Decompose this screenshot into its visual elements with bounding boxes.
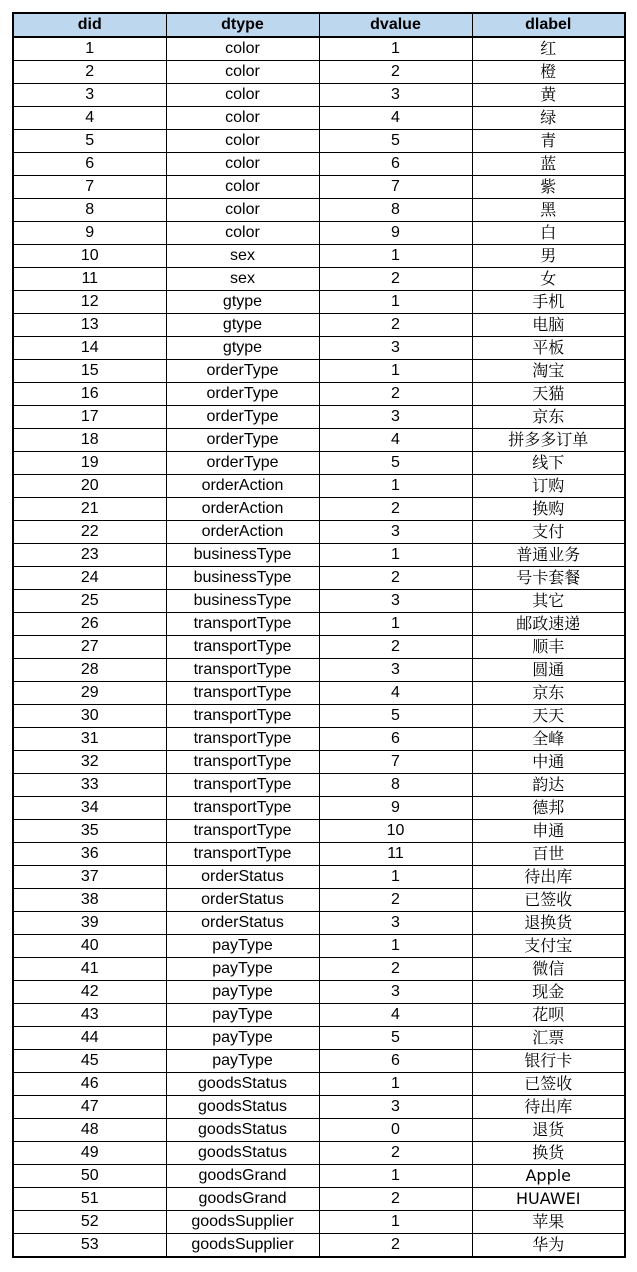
cell-did: 13 — [13, 314, 166, 337]
cell-dvalue: 8 — [319, 774, 472, 797]
cell-dtype: payType — [166, 1050, 319, 1073]
cell-dlabel: 男 — [472, 245, 625, 268]
table-row — [13, 1073, 625, 1096]
cell-did: 8 — [13, 199, 166, 222]
cell-dtype: orderType — [166, 360, 319, 383]
cell-did: 46 — [13, 1073, 166, 1096]
cell-dvalue: 4 — [319, 682, 472, 705]
cell-did: 9 — [13, 222, 166, 245]
table-row — [13, 567, 625, 590]
cell-dvalue: 3 — [319, 590, 472, 613]
table-row — [13, 889, 625, 912]
cell-dvalue: 2 — [319, 958, 472, 981]
table-row — [13, 958, 625, 981]
cell-dvalue: 6 — [319, 1050, 472, 1073]
cell-dtype: transportType — [166, 843, 319, 866]
table-row — [13, 84, 625, 107]
cell-did: 30 — [13, 705, 166, 728]
table-row — [13, 130, 625, 153]
cell-dtype: orderAction — [166, 521, 319, 544]
cell-dtype: color — [166, 61, 319, 84]
cell-did: 14 — [13, 337, 166, 360]
table-row — [13, 728, 625, 751]
table-row — [13, 1234, 625, 1258]
cell-dvalue: 3 — [319, 84, 472, 107]
cell-did: 17 — [13, 406, 166, 429]
cell-dvalue: 1 — [319, 613, 472, 636]
dictionary-table — [12, 12, 626, 1258]
cell-dlabel: HUAWEI — [472, 1188, 625, 1211]
column-header-dvalue: dvalue — [319, 13, 472, 37]
cell-dvalue: 4 — [319, 107, 472, 130]
cell-dvalue: 9 — [319, 222, 472, 245]
cell-dtype: orderType — [166, 452, 319, 475]
cell-dtype: orderAction — [166, 498, 319, 521]
cell-dtype: goodsSupplier — [166, 1211, 319, 1234]
cell-dlabel: 中通 — [472, 751, 625, 774]
cell-dtype: transportType — [166, 820, 319, 843]
cell-did: 15 — [13, 360, 166, 383]
cell-did: 37 — [13, 866, 166, 889]
cell-dlabel: 普通业务 — [472, 544, 625, 567]
cell-dlabel: 支付 — [472, 521, 625, 544]
cell-dtype: orderType — [166, 429, 319, 452]
table-row — [13, 820, 625, 843]
cell-dtype: transportType — [166, 774, 319, 797]
cell-dtype: orderType — [166, 406, 319, 429]
cell-did: 31 — [13, 728, 166, 751]
cell-dtype: transportType — [166, 797, 319, 820]
cell-dtype: gtype — [166, 337, 319, 360]
cell-dlabel: 微信 — [472, 958, 625, 981]
cell-dlabel: 蓝 — [472, 153, 625, 176]
cell-did: 50 — [13, 1165, 166, 1188]
cell-dvalue: 2 — [319, 1188, 472, 1211]
table-row — [13, 429, 625, 452]
cell-dvalue: 2 — [319, 383, 472, 406]
table-row — [13, 1119, 625, 1142]
table-row — [13, 1027, 625, 1050]
cell-dvalue: 1 — [319, 866, 472, 889]
cell-dtype: payType — [166, 958, 319, 981]
cell-did: 26 — [13, 613, 166, 636]
cell-did: 41 — [13, 958, 166, 981]
cell-dvalue: 3 — [319, 981, 472, 1004]
table-row — [13, 245, 625, 268]
cell-did: 53 — [13, 1234, 166, 1258]
cell-dtype: color — [166, 199, 319, 222]
table-row — [13, 774, 625, 797]
cell-did: 47 — [13, 1096, 166, 1119]
cell-dvalue: 4 — [319, 1004, 472, 1027]
cell-did: 10 — [13, 245, 166, 268]
cell-did: 42 — [13, 981, 166, 1004]
cell-did: 32 — [13, 751, 166, 774]
cell-dlabel: 已签收 — [472, 889, 625, 912]
cell-dtype: payType — [166, 1027, 319, 1050]
cell-dvalue: 11 — [319, 843, 472, 866]
cell-dtype: color — [166, 222, 319, 245]
cell-dvalue: 3 — [319, 406, 472, 429]
cell-did: 3 — [13, 84, 166, 107]
cell-dvalue: 10 — [319, 820, 472, 843]
table-row — [13, 498, 625, 521]
cell-dtype: transportType — [166, 705, 319, 728]
cell-did: 33 — [13, 774, 166, 797]
table-row — [13, 222, 625, 245]
table-row — [13, 659, 625, 682]
cell-dtype: goodsStatus — [166, 1119, 319, 1142]
cell-dlabel: 银行卡 — [472, 1050, 625, 1073]
cell-dlabel: 百世 — [472, 843, 625, 866]
table-row — [13, 866, 625, 889]
cell-dlabel: 韵达 — [472, 774, 625, 797]
cell-dlabel: 手机 — [472, 291, 625, 314]
cell-dvalue: 1 — [319, 475, 472, 498]
cell-dtype: gtype — [166, 314, 319, 337]
cell-did: 22 — [13, 521, 166, 544]
cell-dtype: goodsStatus — [166, 1073, 319, 1096]
cell-dtype: goodsGrand — [166, 1188, 319, 1211]
cell-did: 51 — [13, 1188, 166, 1211]
cell-dtype: goodsStatus — [166, 1096, 319, 1119]
cell-dvalue: 1 — [319, 1165, 472, 1188]
cell-dtype: orderType — [166, 383, 319, 406]
table-body — [13, 37, 625, 1257]
cell-dvalue: 2 — [319, 61, 472, 84]
cell-did: 23 — [13, 544, 166, 567]
table-header — [13, 13, 625, 37]
cell-dtype: businessType — [166, 590, 319, 613]
cell-dtype: goodsStatus — [166, 1142, 319, 1165]
table-row — [13, 475, 625, 498]
cell-dlabel: 华为 — [472, 1234, 625, 1258]
cell-dlabel: 天猫 — [472, 383, 625, 406]
cell-dvalue: 3 — [319, 1096, 472, 1119]
cell-dvalue: 7 — [319, 751, 472, 774]
cell-dlabel: 换购 — [472, 498, 625, 521]
cell-dlabel: 德邦 — [472, 797, 625, 820]
cell-dlabel: 其它 — [472, 590, 625, 613]
table-row — [13, 705, 625, 728]
table-row — [13, 383, 625, 406]
cell-dvalue: 4 — [319, 429, 472, 452]
cell-dlabel: 支付宝 — [472, 935, 625, 958]
header-row — [13, 13, 625, 37]
table-row — [13, 544, 625, 567]
cell-dlabel: 淘宝 — [472, 360, 625, 383]
cell-dtype: color — [166, 84, 319, 107]
cell-dlabel: 红 — [472, 37, 625, 61]
cell-did: 48 — [13, 1119, 166, 1142]
cell-dvalue: 9 — [319, 797, 472, 820]
cell-dlabel: 线下 — [472, 452, 625, 475]
cell-dvalue: 2 — [319, 1142, 472, 1165]
table-row — [13, 153, 625, 176]
table-row — [13, 1050, 625, 1073]
table-row — [13, 1165, 625, 1188]
cell-dlabel: 顺丰 — [472, 636, 625, 659]
cell-dtype: payType — [166, 935, 319, 958]
cell-did: 11 — [13, 268, 166, 291]
column-header-dlabel: dlabel — [472, 13, 625, 37]
cell-dvalue: 2 — [319, 567, 472, 590]
table-row — [13, 797, 625, 820]
cell-did: 24 — [13, 567, 166, 590]
cell-dvalue: 1 — [319, 37, 472, 61]
table-row — [13, 406, 625, 429]
table-row — [13, 981, 625, 1004]
cell-dtype: color — [166, 153, 319, 176]
cell-dvalue: 5 — [319, 1027, 472, 1050]
table-row — [13, 935, 625, 958]
cell-dtype: color — [166, 107, 319, 130]
cell-dlabel: 现金 — [472, 981, 625, 1004]
cell-did: 19 — [13, 452, 166, 475]
cell-dlabel: 京东 — [472, 682, 625, 705]
cell-dvalue: 2 — [319, 268, 472, 291]
cell-did: 6 — [13, 153, 166, 176]
cell-dtype: color — [166, 176, 319, 199]
cell-did: 52 — [13, 1211, 166, 1234]
cell-dtype: color — [166, 37, 319, 61]
cell-dlabel: 退换货 — [472, 912, 625, 935]
table-row — [13, 107, 625, 130]
cell-did: 35 — [13, 820, 166, 843]
cell-dlabel: 拼多多订单 — [472, 429, 625, 452]
cell-did: 29 — [13, 682, 166, 705]
cell-dlabel: 京东 — [472, 406, 625, 429]
cell-dvalue: 1 — [319, 291, 472, 314]
cell-dvalue: 2 — [319, 314, 472, 337]
table-row — [13, 751, 625, 774]
cell-dtype: transportType — [166, 682, 319, 705]
cell-dlabel: 退货 — [472, 1119, 625, 1142]
table-row — [13, 1188, 625, 1211]
cell-did: 16 — [13, 383, 166, 406]
cell-did: 18 — [13, 429, 166, 452]
cell-dlabel: 黄 — [472, 84, 625, 107]
cell-dlabel: 黑 — [472, 199, 625, 222]
cell-dvalue: 2 — [319, 636, 472, 659]
cell-dtype: orderAction — [166, 475, 319, 498]
table-row — [13, 912, 625, 935]
cell-did: 12 — [13, 291, 166, 314]
cell-dvalue: 1 — [319, 1073, 472, 1096]
cell-did: 36 — [13, 843, 166, 866]
cell-dtype: payType — [166, 981, 319, 1004]
cell-did: 20 — [13, 475, 166, 498]
cell-did: 40 — [13, 935, 166, 958]
cell-dlabel: 换货 — [472, 1142, 625, 1165]
cell-dvalue: 3 — [319, 659, 472, 682]
table-row — [13, 268, 625, 291]
table-row — [13, 452, 625, 475]
column-header-dtype: dtype — [166, 13, 319, 37]
cell-dvalue: 3 — [319, 521, 472, 544]
table-row — [13, 337, 625, 360]
cell-dlabel: Apple — [472, 1165, 625, 1188]
cell-dlabel: 平板 — [472, 337, 625, 360]
cell-did: 43 — [13, 1004, 166, 1027]
cell-dtype: orderStatus — [166, 912, 319, 935]
cell-dtype: goodsSupplier — [166, 1234, 319, 1258]
cell-dlabel: 女 — [472, 268, 625, 291]
cell-dtype: payType — [166, 1004, 319, 1027]
cell-dlabel: 电脑 — [472, 314, 625, 337]
cell-dvalue: 3 — [319, 912, 472, 935]
cell-dvalue: 5 — [319, 452, 472, 475]
cell-dtype: transportType — [166, 751, 319, 774]
table-row — [13, 613, 625, 636]
table-row — [13, 843, 625, 866]
table-row — [13, 1142, 625, 1165]
cell-dvalue: 6 — [319, 153, 472, 176]
table-row — [13, 1096, 625, 1119]
cell-did: 45 — [13, 1050, 166, 1073]
table-row — [13, 37, 625, 61]
cell-dtype: color — [166, 130, 319, 153]
cell-dlabel: 青 — [472, 130, 625, 153]
cell-dtype: transportType — [166, 728, 319, 751]
cell-dtype: sex — [166, 268, 319, 291]
cell-dlabel: 花呗 — [472, 1004, 625, 1027]
cell-dvalue: 1 — [319, 1211, 472, 1234]
table-row — [13, 61, 625, 84]
cell-dvalue: 0 — [319, 1119, 472, 1142]
cell-dtype: businessType — [166, 567, 319, 590]
table-row — [13, 199, 625, 222]
dictionary-table-container — [12, 12, 624, 1258]
cell-dvalue: 8 — [319, 199, 472, 222]
cell-did: 25 — [13, 590, 166, 613]
table-row — [13, 590, 625, 613]
cell-dlabel: 待出库 — [472, 1096, 625, 1119]
cell-dtype: transportType — [166, 659, 319, 682]
cell-dlabel: 汇票 — [472, 1027, 625, 1050]
cell-dlabel: 天天 — [472, 705, 625, 728]
cell-dlabel: 申通 — [472, 820, 625, 843]
cell-dlabel: 苹果 — [472, 1211, 625, 1234]
cell-dtype: sex — [166, 245, 319, 268]
cell-dvalue: 3 — [319, 337, 472, 360]
cell-did: 7 — [13, 176, 166, 199]
cell-dvalue: 7 — [319, 176, 472, 199]
cell-dvalue: 2 — [319, 1234, 472, 1258]
cell-did: 39 — [13, 912, 166, 935]
cell-did: 49 — [13, 1142, 166, 1165]
table-row — [13, 1004, 625, 1027]
cell-dlabel: 橙 — [472, 61, 625, 84]
cell-dvalue: 1 — [319, 360, 472, 383]
table-row — [13, 360, 625, 383]
cell-dlabel: 圆通 — [472, 659, 625, 682]
cell-dvalue: 2 — [319, 889, 472, 912]
table-row — [13, 291, 625, 314]
cell-did: 34 — [13, 797, 166, 820]
cell-dlabel: 邮政速递 — [472, 613, 625, 636]
table-row — [13, 521, 625, 544]
table-row — [13, 314, 625, 337]
cell-dlabel: 已签收 — [472, 1073, 625, 1096]
table-row — [13, 176, 625, 199]
cell-dlabel: 号卡套餐 — [472, 567, 625, 590]
cell-dtype: transportType — [166, 613, 319, 636]
cell-dvalue: 1 — [319, 935, 472, 958]
cell-did: 5 — [13, 130, 166, 153]
cell-did: 28 — [13, 659, 166, 682]
cell-did: 38 — [13, 889, 166, 912]
column-header-did: did — [13, 13, 166, 37]
cell-dlabel: 订购 — [472, 475, 625, 498]
cell-dvalue: 2 — [319, 498, 472, 521]
cell-dlabel: 白 — [472, 222, 625, 245]
table-row — [13, 682, 625, 705]
table-row — [13, 1211, 625, 1234]
cell-dvalue: 5 — [319, 130, 472, 153]
cell-dvalue: 6 — [319, 728, 472, 751]
table-row — [13, 636, 625, 659]
cell-dvalue: 1 — [319, 544, 472, 567]
cell-dtype: orderStatus — [166, 866, 319, 889]
cell-dtype: gtype — [166, 291, 319, 314]
cell-dtype: orderStatus — [166, 889, 319, 912]
cell-dlabel: 紫 — [472, 176, 625, 199]
cell-did: 27 — [13, 636, 166, 659]
cell-did: 44 — [13, 1027, 166, 1050]
cell-dlabel: 全峰 — [472, 728, 625, 751]
cell-did: 2 — [13, 61, 166, 84]
cell-did: 4 — [13, 107, 166, 130]
cell-dtype: businessType — [166, 544, 319, 567]
cell-dvalue: 5 — [319, 705, 472, 728]
cell-did: 1 — [13, 37, 166, 61]
cell-dlabel: 待出库 — [472, 866, 625, 889]
cell-dtype: goodsGrand — [166, 1165, 319, 1188]
cell-dvalue: 1 — [319, 245, 472, 268]
cell-dtype: transportType — [166, 636, 319, 659]
cell-did: 21 — [13, 498, 166, 521]
cell-dlabel: 绿 — [472, 107, 625, 130]
